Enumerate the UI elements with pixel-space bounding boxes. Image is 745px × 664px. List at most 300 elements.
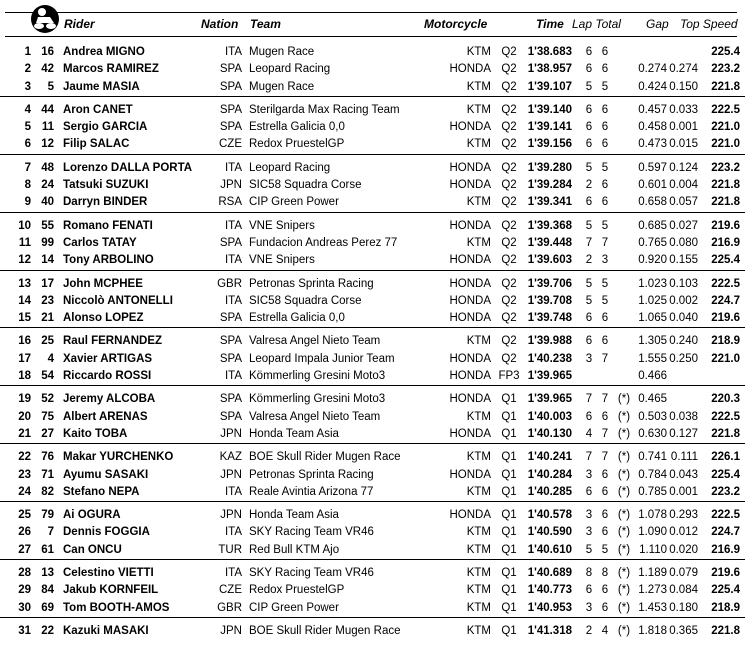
motorcycle: HONDA (449, 219, 491, 232)
rider-number: 84 (41, 584, 54, 597)
top-speed: 218.9 (711, 601, 740, 614)
rider-name: Jeremy ALCOBA (63, 393, 156, 406)
row-group (0, 623, 745, 640)
lap-time: 1'40.241 (527, 451, 572, 464)
rider-number: 17 (41, 277, 54, 290)
nation: SPA (219, 410, 242, 423)
rider-name: Carlos TATAY (63, 236, 137, 249)
gap-to-first: 1.189 (638, 567, 667, 580)
gap-to-first: 0.274 (638, 63, 667, 76)
nation: SPA (219, 121, 242, 134)
header-top-speed: Top Speed (680, 17, 738, 31)
table-row (0, 252, 745, 269)
team-name: Valresa Angel Nieto Team (249, 410, 381, 423)
rider-number: 99 (41, 236, 54, 249)
rider-name: Jakub KORNFEIL (63, 584, 159, 597)
top-speed: 225.4 (711, 468, 740, 481)
nation: ITA (224, 219, 242, 232)
top-speed: 224.7 (711, 526, 740, 539)
session: Q1 (501, 468, 517, 481)
rider-name: Jaume MASIA (63, 80, 140, 93)
top-speed: 216.9 (711, 236, 740, 249)
lap-time: 1'39.140 (527, 103, 572, 116)
lap-number: 7 (585, 451, 593, 464)
lap-number: 8 (585, 567, 593, 580)
rider-name: Alonso LOPEZ (63, 312, 144, 325)
motorcycle: HONDA (449, 352, 491, 365)
nation: SPA (219, 80, 242, 93)
nation: TUR (218, 543, 242, 556)
team-name: Reale Avintia Arizona 77 (249, 485, 374, 498)
nation: JPN (220, 179, 242, 192)
rider-number: 76 (41, 451, 54, 464)
lap-time: 1'40.578 (527, 509, 572, 522)
rider-number: 21 (41, 312, 54, 325)
total-laps: 6 (601, 584, 609, 597)
nation: ITA (224, 46, 242, 58)
total-laps: 3 (601, 254, 609, 267)
team-name: Red Bull KTM Ajo (249, 543, 340, 556)
gap-to-previous: 0.103 (669, 277, 698, 290)
total-laps: 6 (601, 468, 609, 481)
position: 17 (18, 352, 31, 365)
gap-to-previous: 0.001 (669, 485, 698, 498)
nation: ITA (224, 254, 242, 267)
table-row (0, 333, 745, 350)
lap-time: 1'39.748 (527, 312, 572, 325)
motorcycle: KTM (466, 451, 491, 464)
row-group (0, 391, 745, 444)
header-bottom-rule (5, 36, 737, 37)
rider-name: Ayumu SASAKI (63, 468, 149, 481)
gap-to-first: 1.065 (638, 312, 667, 325)
nation: ITA (224, 526, 242, 539)
lap-number: 7 (585, 393, 593, 406)
table-row (0, 409, 745, 426)
session: Q1 (501, 509, 517, 522)
rider-number: 13 (41, 567, 54, 580)
team-name: SIC58 Squadra Corse (249, 294, 362, 307)
note-mark: (*) (617, 624, 631, 637)
rider-number: 25 (41, 335, 54, 348)
nation: SPA (219, 393, 242, 406)
rider-number: 16 (41, 46, 54, 58)
gap-to-previous: 0.155 (669, 254, 698, 267)
gap-to-first: 1.273 (638, 584, 667, 597)
rider-name: Aron CANET (63, 103, 133, 116)
note-mark: (*) (617, 543, 631, 556)
position: 7 (24, 161, 31, 174)
row-group (0, 507, 745, 560)
lap-time: 1'40.003 (527, 410, 572, 423)
lap-time: 1'39.708 (527, 294, 572, 307)
lap-time: 1'41.318 (527, 624, 572, 637)
rider-name: Romano FENATI (63, 219, 153, 232)
gap-to-previous: 0.150 (669, 80, 698, 93)
table-row (0, 293, 745, 310)
note-mark: (*) (617, 509, 631, 522)
session: Q1 (501, 393, 517, 406)
team-name: Mugen Race (249, 46, 315, 58)
position: 3 (24, 80, 31, 93)
team-name: VNE Snipers (249, 254, 315, 267)
total-laps: 5 (601, 294, 609, 307)
top-speed: 222.5 (711, 277, 740, 290)
note-mark: (*) (617, 567, 631, 580)
session: Q2 (501, 80, 517, 93)
lap-time: 1'39.965 (527, 370, 572, 383)
session: Q1 (501, 526, 517, 539)
top-speed: 221.8 (711, 196, 740, 209)
gap-to-first: 0.458 (638, 121, 667, 134)
motorcycle: KTM (466, 236, 491, 249)
top-speed: 225.4 (711, 254, 740, 267)
team-name: Leopard Impala Junior Team (249, 352, 395, 365)
rider-number: 7 (47, 526, 54, 539)
rider-name: Sergio GARCIA (63, 121, 148, 134)
top-speed: 226.1 (711, 451, 740, 464)
gap-to-first: 0.765 (638, 236, 667, 249)
nation: SPA (219, 236, 242, 249)
total-laps: 7 (601, 427, 609, 440)
lap-number: 6 (585, 46, 593, 58)
top-speed: 221.0 (711, 138, 740, 151)
position: 13 (18, 277, 31, 290)
motorcycle: KTM (466, 526, 491, 539)
lap-number: 3 (585, 601, 593, 614)
lap-time: 1'39.341 (527, 196, 572, 209)
position: 28 (18, 567, 31, 580)
lap-number: 3 (585, 468, 593, 481)
lap-time: 1'39.156 (527, 138, 572, 151)
session: Q1 (501, 543, 517, 556)
lap-number: 6 (585, 103, 593, 116)
lap-number: 2 (585, 179, 593, 192)
rider-name: Filip SALAC (63, 138, 130, 151)
lap-time: 1'40.773 (527, 584, 572, 597)
rider-name: Albert ARENAS (63, 410, 148, 423)
table-row (0, 484, 745, 501)
rider-number: 24 (41, 179, 54, 192)
total-laps: 7 (601, 393, 609, 406)
lap-time: 1'40.130 (527, 427, 572, 440)
position: 12 (18, 254, 31, 267)
header-nation: Nation (201, 17, 239, 31)
gap-to-first: 1.023 (638, 277, 667, 290)
note-mark: (*) (617, 485, 631, 498)
lap-number: 7 (585, 236, 593, 249)
lap-number: 6 (585, 138, 593, 151)
lap-number: 5 (585, 161, 593, 174)
motorcycle: HONDA (449, 277, 491, 290)
gap-to-previous: 0.012 (669, 526, 698, 539)
nation: CZE (219, 584, 242, 597)
session: Q1 (501, 624, 517, 637)
gap-to-previous: 0.111 (670, 451, 698, 464)
table-row (0, 102, 745, 119)
rider-number: 12 (41, 138, 54, 151)
total-laps: 5 (601, 543, 609, 556)
total-laps: 4 (601, 624, 609, 637)
lap-time: 1'40.285 (527, 485, 572, 498)
gap-to-previous: 0.079 (669, 567, 698, 580)
session: Q2 (501, 254, 517, 267)
total-laps: 6 (601, 509, 609, 522)
table-row (0, 351, 745, 368)
team-name: CIP Green Power (249, 601, 339, 614)
total-laps: 5 (601, 219, 609, 232)
top-speed: 216.9 (711, 543, 740, 556)
position: 10 (18, 219, 31, 232)
lap-time: 1'39.603 (527, 254, 572, 267)
total-laps: 6 (601, 179, 609, 192)
total-laps: 6 (601, 103, 609, 116)
lap-time: 1'40.610 (527, 543, 572, 556)
motorcycle: KTM (466, 196, 491, 209)
lap-time: 1'39.368 (527, 219, 572, 232)
nation: SPA (219, 312, 242, 325)
motorcycle: HONDA (449, 370, 491, 383)
nation: CZE (219, 138, 242, 151)
lap-number: 6 (585, 485, 593, 498)
table-row (0, 136, 745, 153)
gap-to-first: 1.078 (638, 509, 667, 522)
gap-to-first: 1.555 (638, 352, 667, 365)
rider-name: Raul FERNANDEZ (63, 335, 163, 348)
session: Q1 (501, 451, 517, 464)
lap-time: 1'39.965 (527, 393, 572, 406)
position: 19 (18, 393, 31, 406)
position: 16 (18, 335, 31, 348)
position: 5 (24, 121, 31, 134)
header-gap: Gap (646, 17, 669, 31)
rider-name: Makar YURCHENKO (63, 451, 174, 464)
rider-name: Celestino VIETTI (63, 567, 154, 580)
row-group (0, 218, 745, 271)
results-table (0, 44, 745, 645)
gap-to-previous: 0.084 (669, 584, 698, 597)
motorcycle: HONDA (449, 427, 491, 440)
gap-to-first: 0.465 (638, 393, 667, 406)
table-row (0, 160, 745, 177)
session: Q2 (501, 294, 517, 307)
gap-to-first: 1.110 (639, 543, 667, 556)
row-group (0, 333, 745, 386)
lap-time: 1'40.953 (527, 601, 572, 614)
row-group (0, 160, 745, 213)
nation: JPN (220, 427, 242, 440)
gap-to-previous: 0.038 (669, 410, 698, 423)
lap-number: 3 (585, 526, 593, 539)
rider-number: 5 (47, 80, 54, 93)
rider-name: Niccolò ANTONELLI (63, 294, 173, 307)
top-speed: 222.5 (711, 410, 740, 423)
header-motorcycle: Motorcycle (424, 17, 488, 31)
total-laps: 5 (601, 277, 609, 290)
motorcycle: KTM (466, 80, 491, 93)
top-speed: 225.4 (711, 584, 740, 597)
position: 2 (24, 63, 31, 76)
table-row (0, 79, 745, 96)
gap-to-first: 1.818 (638, 624, 667, 637)
gap-to-previous: 0.043 (669, 468, 698, 481)
rider-number: 48 (41, 161, 54, 174)
total-laps: 7 (601, 451, 609, 464)
session: Q2 (501, 352, 517, 365)
session: FP3 (498, 370, 520, 383)
rider-number: 71 (41, 468, 54, 481)
total-laps: 6 (601, 485, 609, 498)
lap-number: 2 (585, 254, 593, 267)
position: 30 (18, 601, 31, 614)
team-name: SKY Racing Team VR46 (249, 526, 374, 539)
gap-to-first: 0.503 (638, 410, 667, 423)
table-row (0, 600, 745, 617)
gap-to-first: 0.630 (638, 427, 667, 440)
rider-number: 4 (47, 352, 54, 365)
lap-time: 1'39.107 (527, 80, 572, 93)
rider-name: Tatsuki SUZUKI (63, 179, 149, 192)
position: 11 (18, 236, 31, 249)
position: 23 (18, 468, 31, 481)
rider-name: Riccardo ROSSI (63, 370, 152, 383)
lap-number: 3 (585, 509, 593, 522)
rider-name: Tony ARBOLINO (63, 254, 154, 267)
team-name: Mugen Race (249, 80, 315, 93)
gap-to-previous: 0.250 (669, 352, 698, 365)
top-speed: 223.2 (711, 63, 740, 76)
motorcycle: KTM (466, 567, 491, 580)
rider-number: 61 (41, 543, 54, 556)
lap-number: 5 (585, 80, 593, 93)
gap-to-previous: 0.002 (669, 294, 698, 307)
session: Q2 (501, 103, 517, 116)
table-header (0, 0, 745, 38)
team-name: Sterilgarda Max Racing Team (249, 103, 400, 116)
rider-number: 55 (41, 219, 54, 232)
lap-number: 6 (585, 584, 593, 597)
gap-to-first: 1.453 (638, 601, 667, 614)
position: 1 (24, 46, 31, 58)
lap-time: 1'39.141 (527, 121, 572, 134)
gap-to-first: 0.597 (638, 161, 667, 174)
team-name: Leopard Racing (249, 63, 331, 76)
lap-time: 1'40.284 (527, 468, 572, 481)
position: 20 (18, 410, 31, 423)
team-name: Fundacion Andreas Perez 77 (249, 236, 398, 249)
top-speed: 221.0 (711, 121, 740, 134)
nation: RSA (218, 196, 242, 209)
session: Q2 (501, 63, 517, 76)
rider-number: 23 (41, 294, 54, 307)
team-name: Estrella Galicia 0,0 (249, 312, 345, 325)
motorcycle: HONDA (449, 312, 491, 325)
motorcycle: HONDA (449, 468, 491, 481)
team-name: Honda Team Asia (249, 509, 339, 522)
nation: ITA (224, 294, 242, 307)
lap-time: 1'39.988 (527, 335, 572, 348)
gap-to-previous: 0.274 (669, 63, 698, 76)
lap-number: 6 (585, 63, 593, 76)
gap-to-first: 0.741 (638, 451, 667, 464)
lap-number: 6 (585, 410, 593, 423)
rider-number: 42 (41, 63, 54, 76)
motorcycle: KTM (466, 624, 491, 637)
total-laps: 6 (601, 601, 609, 614)
rider-number: 54 (41, 370, 54, 383)
session: Q2 (501, 179, 517, 192)
motorcycle: HONDA (449, 63, 491, 76)
rider-number: 44 (41, 103, 54, 116)
team-name: SIC58 Squadra Corse (249, 179, 362, 192)
gap-to-first: 0.785 (638, 485, 667, 498)
top-speed: 225.4 (711, 46, 740, 58)
position: 22 (18, 451, 31, 464)
session: Q2 (501, 277, 517, 290)
rider-number: 27 (41, 427, 54, 440)
row-group (0, 449, 745, 502)
lap-number: 5 (585, 277, 593, 290)
session: Q1 (501, 410, 517, 423)
nation: ITA (224, 485, 242, 498)
total-laps: 7 (601, 236, 609, 249)
nation: ITA (224, 567, 242, 580)
lap-time: 1'39.284 (527, 179, 572, 192)
gap-to-first: 0.784 (638, 468, 667, 481)
rider-name: Ai OGURA (63, 509, 121, 522)
rider-name: Andrea MIGNO (63, 46, 145, 58)
session: Q2 (501, 335, 517, 348)
table-row (0, 565, 745, 582)
motorcycle: KTM (466, 103, 491, 116)
rider-name: Darryn BINDER (63, 196, 148, 209)
motorcycle: KTM (466, 410, 491, 423)
team-name: Honda Team Asia (249, 427, 339, 440)
team-name: VNE Snipers (249, 219, 315, 232)
top-speed: 221.0 (711, 352, 740, 365)
motorcycle: HONDA (449, 393, 491, 406)
top-speed: 221.8 (711, 179, 740, 192)
position: 25 (18, 509, 31, 522)
lap-number: 5 (585, 543, 593, 556)
lap-number: 3 (585, 352, 593, 365)
motorcycle: HONDA (449, 121, 491, 134)
rider-number: 14 (41, 254, 54, 267)
gap-to-first: 0.424 (638, 80, 667, 93)
table-row (0, 194, 745, 211)
table-row (0, 542, 745, 559)
table-row (0, 391, 745, 408)
motorcycle: KTM (466, 138, 491, 151)
motorcycle: KTM (466, 543, 491, 556)
position: 6 (24, 138, 31, 151)
session: Q1 (501, 485, 517, 498)
team-name: Estrella Galicia 0,0 (249, 121, 345, 134)
header-top-rule (5, 12, 737, 13)
total-laps: 8 (601, 567, 609, 580)
motorcycle: KTM (466, 584, 491, 597)
team-name: Valresa Angel Nieto Team (249, 335, 381, 348)
header-team: Team (250, 17, 281, 31)
rider-name: Can ONCU (63, 543, 122, 556)
nation: SPA (219, 335, 242, 348)
gap-to-first: 0.457 (638, 103, 667, 116)
top-speed: 223.2 (711, 161, 740, 174)
lap-time: 1'39.280 (527, 161, 572, 174)
nation: GBR (217, 277, 242, 290)
team-name: BOE Skull Rider Mugen Race (249, 451, 401, 464)
nation: SPA (219, 352, 242, 365)
